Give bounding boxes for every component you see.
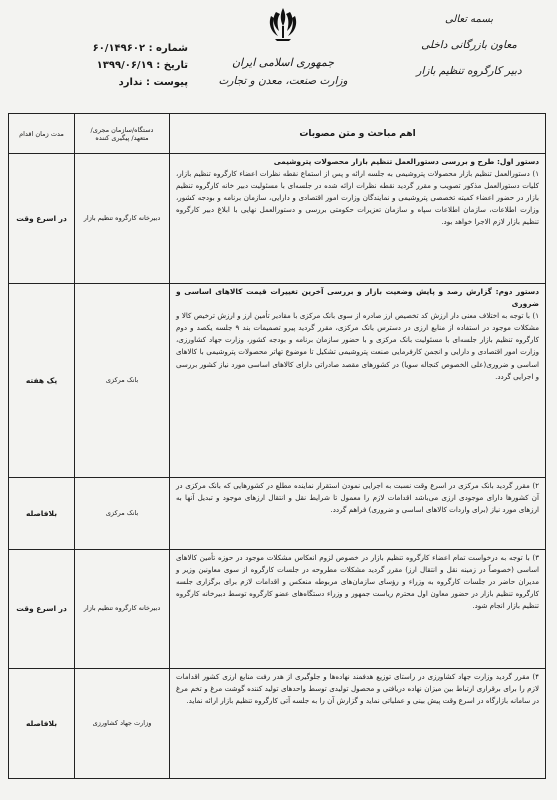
item-2-duration: بلافاصله bbox=[25, 508, 58, 518]
iran-emblem-icon bbox=[266, 6, 300, 42]
deputy-title: معاون بازرگانی داخلی bbox=[421, 39, 517, 51]
table-row-item-4 bbox=[9, 668, 545, 778]
header-duration: مدت زمان اقدام bbox=[19, 129, 64, 138]
item-4-responsible: وزارت جهاد کشاورزی bbox=[74, 668, 170, 778]
item-3-text: ۳) با توجه به درخواست تمام اعضاء کارگروه تنظیم بازار در خصوص لزوم انعکاس مشکلات موجود در حوزه تأمین کالاهای اساسی (خصوصاً در زمینه نقل و انتقال ارز) مقرر گردید مشکلات مطروحه در جلسات کارگروه از سوی معاونین وزیر و مدیران حاضر در جلسات کارگروه به وزراء و رؤسای سازمان‌های مربوطه منعکس و اقدامات لازم برای برگزاری جلسه کارگروه تنظیم بازار در حضور معاون اول محترم ریاست جمهور و وزراء دستگاه‌های عضو کارگروه توسط دبیرخانه کارگروه تنظیم بازار انجام شود. bbox=[176, 553, 539, 611]
letter-meta bbox=[38, 40, 188, 91]
secretary-title: دبیر کارگروه تنظیم بازار bbox=[416, 65, 522, 77]
header-topics: اهم مباحث و متن مصوبات bbox=[299, 128, 416, 139]
table-header-row bbox=[9, 114, 545, 154]
number-label: شماره : bbox=[148, 43, 188, 54]
agenda-1-responsible: دبیرخانه کارگروه تنظیم بازار bbox=[74, 153, 170, 283]
item-3-duration: در اسرع وقت bbox=[16, 604, 67, 613]
item-4-duration: بلافاصله bbox=[25, 718, 58, 728]
basmala: بسمه تعالی bbox=[444, 14, 494, 25]
meta-date bbox=[38, 57, 188, 74]
agenda-1-text: ۱) دستورالعمل تنظیم بازار محصولات پتروشیمی به جلسه ارائه و پس از استماع نقطه نظرات اعضاء کارگروه تنظیم بازار، کلیات دستورالعمل مذکور تصویب و مقرر گردید نقطه نظرات ارائه شده در جلسه‌ای با مسئولیت دبیر خانه کارگروه تنظیم بازار در حضور اعضاء کمیته تخصصی پتروشیمی و نمایندگان وزارت امور اقتصادی و دارایی، سازمان برنامه و بودجه کشور، وزارت اطلاعات، سازمان اطلاعات سپاه و سازمان تعزیرات حکومتی بررسی و دستورالعمل نهایی با ابلاغ دبیر کارگروه تنظیم بازار لازم الاجرا خواهد بود. bbox=[176, 169, 539, 227]
sender-block bbox=[399, 14, 539, 77]
agenda-2-title: دستور دوم: گزارش رصد و پایش وضعیت بازار و بررسی آخرین تغییرات قیمت کالاهای اساسی و ضروری bbox=[176, 287, 539, 309]
emblem-block bbox=[218, 6, 348, 87]
table-row-item-1 bbox=[9, 283, 545, 478]
attachment-value: ندارد bbox=[118, 77, 143, 88]
minutes-table bbox=[8, 113, 546, 779]
item-2-responsible: بانک مرکزی bbox=[74, 477, 170, 549]
date-value: ۱۳۹۹/۰۶/۱۹ bbox=[96, 60, 153, 71]
date-label: تاریخ : bbox=[156, 60, 188, 71]
item-3-responsible: دبیرخانه کارگروه تنظیم بازار bbox=[74, 549, 170, 668]
meta-number bbox=[38, 40, 188, 57]
table-row-item-3 bbox=[9, 549, 545, 669]
item-1-responsible: بانک مرکزی bbox=[74, 283, 170, 477]
number-value: ۶۰/۱۴۹۶۰۲ bbox=[92, 43, 146, 54]
table-row-agenda-1 bbox=[9, 153, 545, 284]
meta-attachment bbox=[38, 74, 188, 91]
agenda-1-title: دستور اول: طرح و بررسی دستورالعمل تنظیم بازار محصولات پتروشیمی bbox=[273, 157, 539, 166]
item-1-text: ۱) با توجه به اختلاف معنی دار ارزش کد تخصیص ارز صادره از سوی بانک مرکزی با مقادیر تأمین ارز و ارزش ترخیص کالا و مشکلات موجود در استفاده از منابع ارزی در دسترس بانک مرکزی، مقرر گردید پیرو تصمیمات بند ۹ جلسه یکصد و دوم کارگروه تنظیم بازار جلسه‌ای با مسئولیت بانک مرکزی و با حضور سازمان برنامه و بودجه کشور، وزارت جهاد کشاورزی، وزارت امور اقتصادی و دارایی و انجمن کارفرمایی صنعت پتروشیمی تشکیل تا موضوع تهاتر محصولات پتروشیمی با کالاهای اساسی و ضروری(علی الخصوص کنجاله سویا) در کشورهای مقصد صادراتی دارای کالاهای اساسی مورد نیاز کشور بررسی و اجرایی گردد. bbox=[176, 311, 539, 381]
attachment-label: پیوست : bbox=[145, 77, 188, 88]
table-row-item-2 bbox=[9, 477, 545, 550]
header-responsible: دستگاه/سازمان مجری/ متعهد/ پیگیری کننده bbox=[74, 114, 170, 153]
country-name: جمهوری اسلامی ایران bbox=[231, 56, 335, 69]
ministry-name: وزارت صنعت، معدن و تجارت bbox=[218, 75, 348, 87]
agenda-1-duration: در اسرع وقت bbox=[16, 213, 67, 223]
item-4-text: ۴) مقرر گردید وزارت جهاد کشاورزی در راستای توزیع هدفمند نهاده‌ها و جلوگیری از هدر رفت منابع ارزی کشور اقدامات لازم را برای برقراری ارتباط بین میزان نهاده دریافتی و محصول تولیدی توسط واحدهای تولید کننده گوشت مرغ و تخم مرغ در سامانه بازارگاه در اسرع وقت پیش بینی و عملیاتی نماید و گزارش آن را به جلسه آتی کارگروه تنظیم بازار ارائه نماید. bbox=[176, 672, 539, 706]
item-1-duration: یک هفته bbox=[25, 375, 58, 385]
item-2-text: ۲) مقرر گردید بانک مرکزی در اسرع وقت نسبت به اجرایی نمودن استقرار نماینده مطلع در کشورهایی که بانک مرکزی در آن کشورها دارای موجودی ارزی می‌باشد اقدامات لازم را معمول تا شرایط نقل و انتقال ارزهای موجود و تبدیل آنها به ارزهای مورد نیاز (برای واردات کالاهای اساسی و ضروری) فراهم گردد. bbox=[176, 481, 539, 515]
